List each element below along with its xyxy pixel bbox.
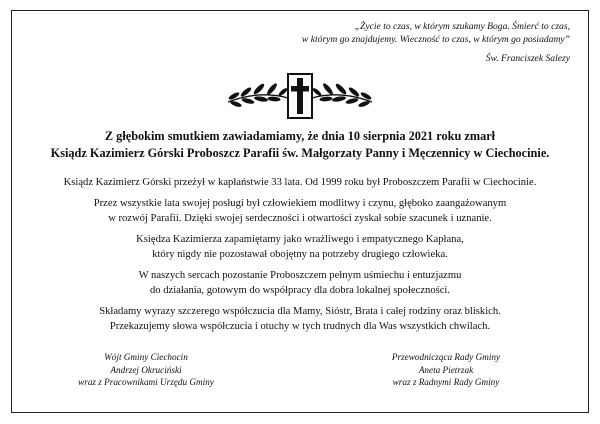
headline-line-2: Ksiądz Kazimierz Górski Proboszcz Parafii św. Małgorzaty Panny i Męczennicy w Ciechocinie. (50, 146, 550, 160)
paragraph-hearts (24, 268, 576, 298)
headline-line-1: Z głębokim smutkiem zawiadamiamy, że dnia 10 sierpnia 2021 roku zmarł (104, 129, 496, 143)
paragraph-line: który nigdy nie pozostawał obojętny na potrzeby drugiego człowieka. (152, 249, 448, 260)
signature-right-title: Przewodnicząca Rady Gminy (391, 352, 501, 362)
obituary-body (24, 175, 576, 340)
paragraph-condolences (24, 304, 576, 334)
paragraph-ministry (24, 175, 576, 190)
announcement-headline (24, 128, 576, 162)
paragraph-line: Księdza Kazimierza zapamiętamy jako wrażliwego i empatycznego Kapłana, (136, 234, 464, 245)
signature-left (46, 351, 246, 389)
paragraph-line: Ksiądz Kazimierz Górski przeżył w kapłaństwie 33 lata. Od 1999 roku był Proboszczem Parafii w Ciechocinie. (63, 177, 537, 188)
paragraph-service (24, 196, 576, 226)
paragraph-line: Przez wszystkie lata swojej posługi był człowiekiem modlitwy i czynu, głęboko zaangażowanym (93, 198, 507, 209)
signature-left-with: wraz z Pracownikami Urzędu Gminy (78, 377, 214, 388)
cross-with-laurel-branches-icon (220, 72, 380, 120)
signature-left-title: Wójt Gminy Ciechocin (104, 352, 188, 362)
paragraph-line: Składamy wyrazy szczerego współczucia dla Mamy, Sióstr, Brata i całej rodziny oraz bliskich. (99, 306, 501, 317)
signature-left-name: Andrzej Okruciński (110, 364, 182, 375)
paragraph-line: Przekazujemy słowa współczucia i otuchy w tych trudnych dla Was wszystkich chwilach. (109, 321, 491, 332)
quote-author: Św. Franciszek Salezy (485, 53, 570, 64)
cross-icon (288, 74, 312, 118)
right-laurel-branch-icon (312, 82, 373, 108)
signature-right (346, 351, 546, 389)
quote-block (250, 20, 570, 65)
left-laurel-branch-icon (228, 82, 289, 108)
paragraph-remembrance (24, 232, 576, 262)
paragraph-line: w rozwój Parafii. Dzięki swojej serdeczności i otwartości zyskał sobie szacunek i uznanie. (108, 213, 492, 224)
signature-right-name: Aneta Pietrzak (418, 364, 474, 375)
paragraph-line: do działania, gotowym do współpracy dla dobra lokalnej społeczności. (149, 285, 451, 296)
paragraph-line: W naszych sercach pozostanie Proboszczem pełnym uśmiechu i entuzjazmu (138, 270, 462, 281)
quote-line-2: w którym go znajdujemy. Wieczność to czas, w którym go posiadamy” (301, 34, 570, 45)
quote-line-1: „Życie to czas, w którym szukamy Boga. Śmierć to czas, (354, 21, 570, 32)
signature-right-with: wraz z Radnymi Rady Gminy (392, 377, 500, 388)
